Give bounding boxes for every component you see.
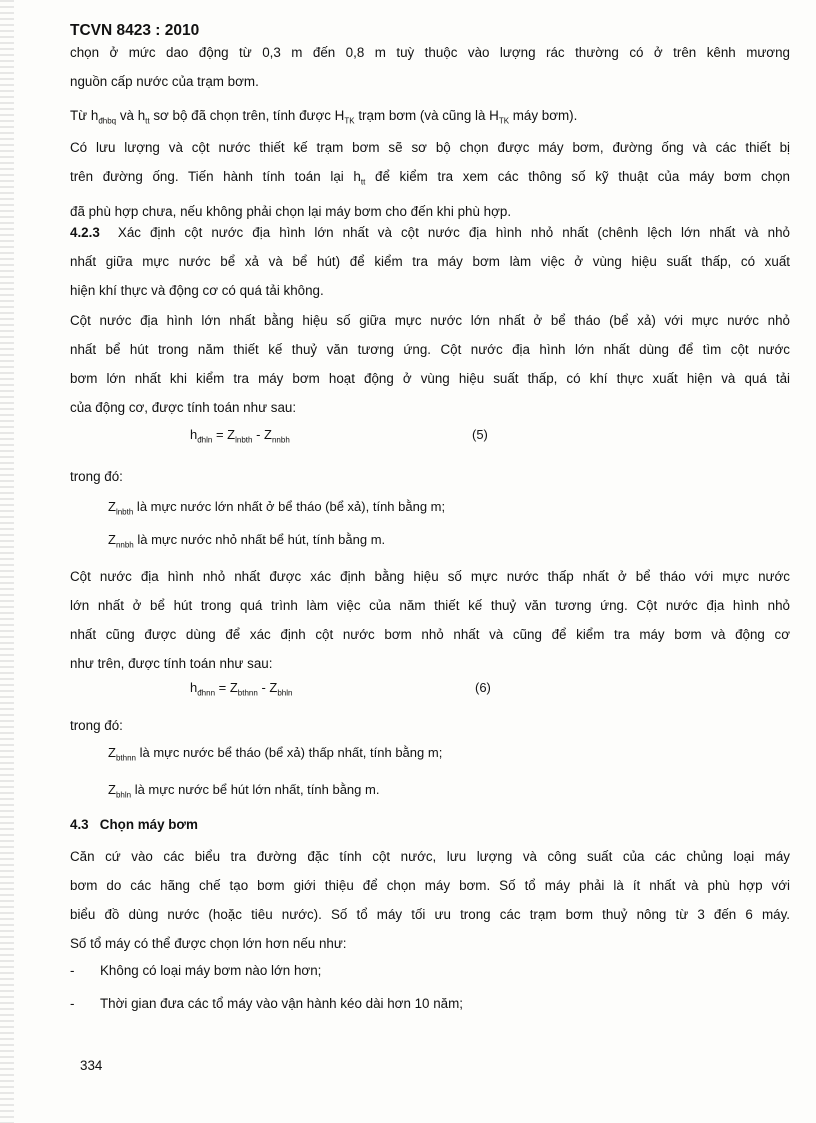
text-line: bơm do các hãng chế tạo bơm giới thiệu để chọn máy bơm. Số tổ máy phải là ít nhất và phù hợp với bbox=[70, 878, 790, 893]
section-4-3-heading: 4.3 Chọn máy bơm bbox=[70, 817, 198, 832]
equation-6-number: (6) bbox=[475, 680, 491, 695]
definition-zbhln: $Z_{bhln}$ là mực nước bể hút lớn nhất, tính bằng m. bbox=[108, 782, 380, 800]
text-line: của động cơ, được tính toán như sau: bbox=[70, 400, 297, 415]
list-item: - Thời gian đưa các tổ máy vào vận hành kéo dài hơn 10 năm; bbox=[70, 996, 463, 1011]
definition-znnbh: $Z_{nnbh}$ là mực nước nhỏ nhất bể hút, tính bằng m. bbox=[108, 532, 386, 550]
text-line: nhất cũng được dùng để xác định cột nước bơm nhỏ nhất và cũng để kiểm tra máy bơm và động cơ bbox=[70, 627, 790, 642]
paragraph-select-pump bbox=[70, 133, 790, 226]
text-line: Căn cứ vào các biểu tra đường đặc tính cột nước, lưu lượng và công suất của các chủng loại máy bbox=[70, 849, 790, 864]
text-line: 4.2.3 Xác định cột nước địa hình lớn nhất và cột nước địa hình nhỏ nhất (chênh lệch lớn nhất và nhỏ bbox=[70, 225, 790, 240]
text-line: Số tổ máy có thể được chọn lớn hơn nếu như: bbox=[70, 936, 347, 951]
text-line: trên đường ống. Tiến hành tính toán lại $h_{tt}$ để kiểm tra xem các thông số kỹ thuật của máy bơm chọn bbox=[70, 169, 790, 187]
text-line: Cột nước địa hình nhỏ nhất được xác định bằng hiệu số mực nước thấp nhất ở bể tháo với mực nước bbox=[70, 569, 790, 584]
text-line: đã phù hợp chưa, nếu không phải chọn lại máy bơm cho đến khi phù hợp. bbox=[70, 203, 512, 219]
equation-5-number: (5) bbox=[472, 427, 488, 442]
list-item: - Không có loại máy bơm nào lớn hơn; bbox=[70, 963, 322, 978]
text-line: nhất bể hút trong năm thiết kế thuỷ văn tương ứng. Cột nước địa hình lớn nhất dùng để tìm cột nước bbox=[70, 342, 790, 357]
equation-6: $h_{đhnn} = Z_{bthnn} - Z_{bhln}$ bbox=[190, 680, 293, 698]
section-number: 4.2.3 bbox=[70, 225, 100, 240]
where-label: trong đó: bbox=[70, 718, 123, 733]
paragraph-min-head bbox=[70, 562, 790, 678]
text-line: biểu đồ dùng nước (hoặc tiêu nước). Số tổ máy tối ưu trong các trạm bơm thuỷ nông từ 3 đến 6 máy. bbox=[70, 907, 790, 922]
text-line: bơm lớn nhất khi kiểm tra máy bơm hoạt động ở vùng hiệu suất thấp, có khí thực xuất hiện và quá tải bbox=[70, 371, 790, 386]
text-line: Cột nước địa hình lớn nhất bằng hiệu số giữa mực nước lớn nhất ở bể tháo (bể xả) với mực nước nhỏ bbox=[70, 313, 790, 328]
text-line: lớn nhất ở bể hút trong quá trình làm việc của năm thiết kế thuỷ văn tương ứng. Cột nước địa hình nhỏ bbox=[70, 598, 790, 613]
paragraph-pump-selection bbox=[70, 842, 790, 958]
section-4-2-3 bbox=[70, 218, 790, 305]
where-label: trong đó: bbox=[70, 469, 123, 484]
text-line: nguồn cấp nước của trạm bơm. bbox=[70, 74, 259, 89]
document-header: TCVN 8423 : 2010 bbox=[70, 22, 200, 39]
text-line: nhất giữa mực nước bể xả và bể hút) để kiểm tra máy bơm làm việc ở vùng hiệu suất thấp, có xuất bbox=[70, 254, 790, 269]
paragraph-intro bbox=[70, 38, 790, 96]
page-number: 334 bbox=[80, 1058, 103, 1073]
equation-5: $h_{đhln} = Z_{lnbth} - Z_{nnbh}$ bbox=[190, 427, 290, 445]
text-line: hiện khí thực và động cơ có quá tải không. bbox=[70, 283, 324, 298]
text-line: như trên, được tính toán như sau: bbox=[70, 656, 273, 671]
paragraph-htk: Từ $h_{đhbq}$ và $h_{tt}$ sơ bộ đã chọn trên, tính được $H_{TK}$ trạm bơm (và cũng là $H_{TK}$ máy bơm). bbox=[70, 108, 578, 126]
definition-zbthnn: $Z_{bthnn}$ là mực nước bể tháo (bể xả) thấp nhất, tính bằng m; bbox=[108, 745, 443, 763]
paragraph-max-head bbox=[70, 306, 790, 422]
scan-edge bbox=[0, 0, 14, 1123]
definition-zlnbth: $Z_{lnbth}$ là mực nước lớn nhất ở bể tháo (bể xả), tính bằng m; bbox=[108, 499, 446, 517]
text-line: Có lưu lượng và cột nước thiết kế trạm bơm sẽ sơ bộ chọn được máy bơm, đường ống và các thiết bị bbox=[70, 140, 790, 155]
text-line: chọn ở mức dao động từ 0,3 m đến 0,8 m tuỳ thuộc vào lượng rác thường có ở trên kênh mương bbox=[70, 45, 790, 60]
